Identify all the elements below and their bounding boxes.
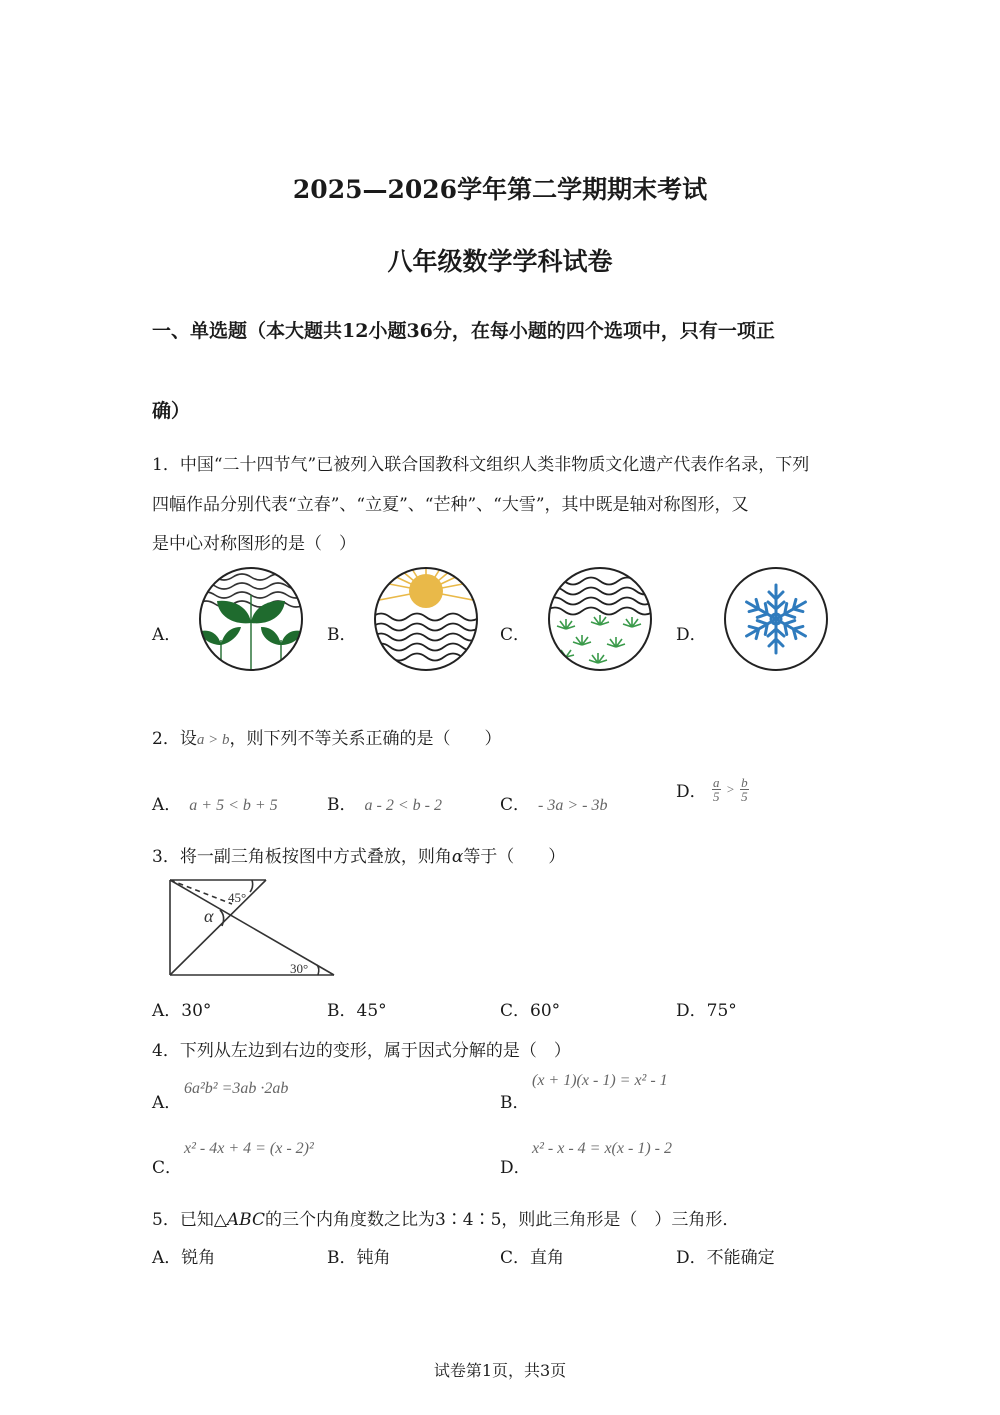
- q3-suffix: 等于（ ）: [463, 847, 566, 867]
- q5-option-a[interactable]: [152, 1243, 215, 1268]
- q3-option-b[interactable]: [327, 996, 387, 1021]
- q2-option-d[interactable]: [676, 776, 749, 803]
- q3-option-d-value: 75°: [706, 1001, 737, 1021]
- q4-text: 4．下列从左边到右边的变形，属于因式分解的是（ ）: [152, 1041, 571, 1061]
- q2-condition: a > b: [196, 732, 230, 748]
- q3-option-a[interactable]: [152, 996, 211, 1021]
- section-heading-cont: 确）: [152, 400, 191, 422]
- q5-option-a-value: 锐角: [181, 1248, 216, 1268]
- q4-option-b-label[interactable]: B．: [500, 1093, 530, 1113]
- q2-option-c-label: C．: [500, 795, 531, 815]
- exam-subtitle: 八年级数学学科试卷: [387, 247, 613, 276]
- page-footer: 试卷第1页，共3页: [433, 1361, 567, 1380]
- q2-option-a-math: a + 5 < b + 5: [189, 797, 278, 814]
- q4-option-d-math: x² - x - 4 = x(x - 1) - 2: [532, 1140, 672, 1157]
- q1-option-b-label[interactable]: B．: [327, 625, 357, 645]
- triangle-figure: [162, 874, 342, 980]
- q3-option-a-value: 30°: [181, 1001, 212, 1021]
- q3-option-c-label: C．: [500, 1001, 531, 1021]
- q5-option-c[interactable]: [500, 1243, 564, 1268]
- q4-option-d-label[interactable]: D．: [500, 1158, 531, 1178]
- q2-option-d-label: D．: [676, 782, 707, 802]
- q5-option-c-value: 直角: [530, 1248, 565, 1268]
- q2-option-c-math: - 3a > - 3b: [538, 797, 608, 814]
- q3-option-a-label: A．: [152, 1001, 182, 1021]
- q5-option-c-label: C．: [500, 1248, 531, 1268]
- q3-option-b-label: B．: [327, 1001, 357, 1021]
- section-heading: 一、单选题（本大题共12小题36分，在每小题的四个选项中，只有一项正: [152, 320, 775, 342]
- q3-prefix: 3．将一副三角板按图中方式叠放，则角: [152, 847, 452, 867]
- q1-text-line3: 是中心对称图形的是（ ）: [152, 534, 356, 554]
- q2-d-den1: 5: [713, 789, 720, 804]
- q5-option-d-label: D．: [676, 1248, 707, 1268]
- q2-option-a[interactable]: [152, 790, 278, 815]
- q5-option-d-value: 不能确定: [706, 1248, 775, 1268]
- q2-d-num1: a: [713, 775, 720, 790]
- q5-option-d[interactable]: [676, 1243, 775, 1268]
- spring-sprout-icon: [197, 565, 305, 673]
- q2-prefix: 2．设: [152, 729, 197, 749]
- q3-option-c-value: 60°: [530, 1001, 561, 1021]
- q2-option-b-math: a - 2 < b - 2: [364, 797, 442, 814]
- summer-sun-icon: [372, 565, 480, 673]
- q2-suffix: ，则下列不等关系正确的是（ ）: [229, 729, 502, 749]
- q3-text: [152, 842, 565, 867]
- q2-option-a-label: A．: [152, 795, 182, 815]
- q5-option-b-label: B．: [327, 1248, 357, 1268]
- q4-option-a-math: 6a²b² =3ab ·2ab: [184, 1080, 289, 1097]
- q1-text-line2: 四幅作品分别代表“立春”、“立夏”、“芒种”、“大雪”，其中既是轴对称图形，又: [152, 495, 749, 515]
- q2-d-op: >: [725, 781, 735, 797]
- q5-option-b[interactable]: [327, 1243, 391, 1268]
- q3-option-d[interactable]: [676, 996, 737, 1021]
- q4-option-b-math: (x + 1)(x - 1) = x² - 1: [532, 1072, 668, 1089]
- q2-text: [152, 724, 501, 749]
- q3-option-c[interactable]: [500, 996, 560, 1021]
- q4-option-c-label[interactable]: C．: [152, 1158, 183, 1178]
- q3-option-d-label: D．: [676, 1001, 707, 1021]
- q5-option-b-value: 钝角: [356, 1248, 391, 1268]
- q4-option-c-math: x² - 4x + 4 = (x - 2)²: [184, 1140, 314, 1157]
- q5-prefix: 5．已知△: [152, 1210, 227, 1230]
- q3-option-b-value: 45°: [356, 1001, 387, 1021]
- q2-option-d-frac2: [740, 776, 749, 803]
- q5-option-a-label: A．: [152, 1248, 182, 1268]
- q1-text-line1: 1．中国“二十四节气”已被列入联合国教科文组织人类非物质文化遗产代表作名录，下列: [152, 455, 810, 475]
- q2-option-b-label: B．: [327, 795, 357, 815]
- angle-45-label: 45°: [228, 890, 247, 905]
- q3-alpha: α: [451, 847, 464, 867]
- alpha-label: α: [204, 906, 214, 926]
- q1-option-a-label[interactable]: A．: [152, 625, 182, 645]
- q2-option-d-frac1: [712, 776, 721, 803]
- q4-option-a-label[interactable]: A．: [152, 1093, 182, 1113]
- q5-suffix: 的三个内角度数之比为3∶4∶5，则此三角形是（ ）三角形．: [264, 1210, 740, 1230]
- q2-d-den2: 5: [741, 789, 748, 804]
- q2-d-num2: b: [741, 775, 748, 790]
- q1-option-d-label[interactable]: D．: [676, 625, 707, 645]
- angle-30-label: 30°: [290, 961, 309, 976]
- q1-option-c-label[interactable]: C．: [500, 625, 531, 645]
- grain-grass-icon: [546, 565, 654, 673]
- snowflake-icon: [722, 565, 830, 673]
- q5-text: [152, 1205, 739, 1230]
- q5-triangle-name: ABC: [226, 1210, 265, 1230]
- q2-option-b[interactable]: [327, 790, 442, 815]
- q2-option-c[interactable]: [500, 790, 607, 815]
- exam-title: 2025—2026学年第二学期期末考试: [292, 175, 708, 204]
